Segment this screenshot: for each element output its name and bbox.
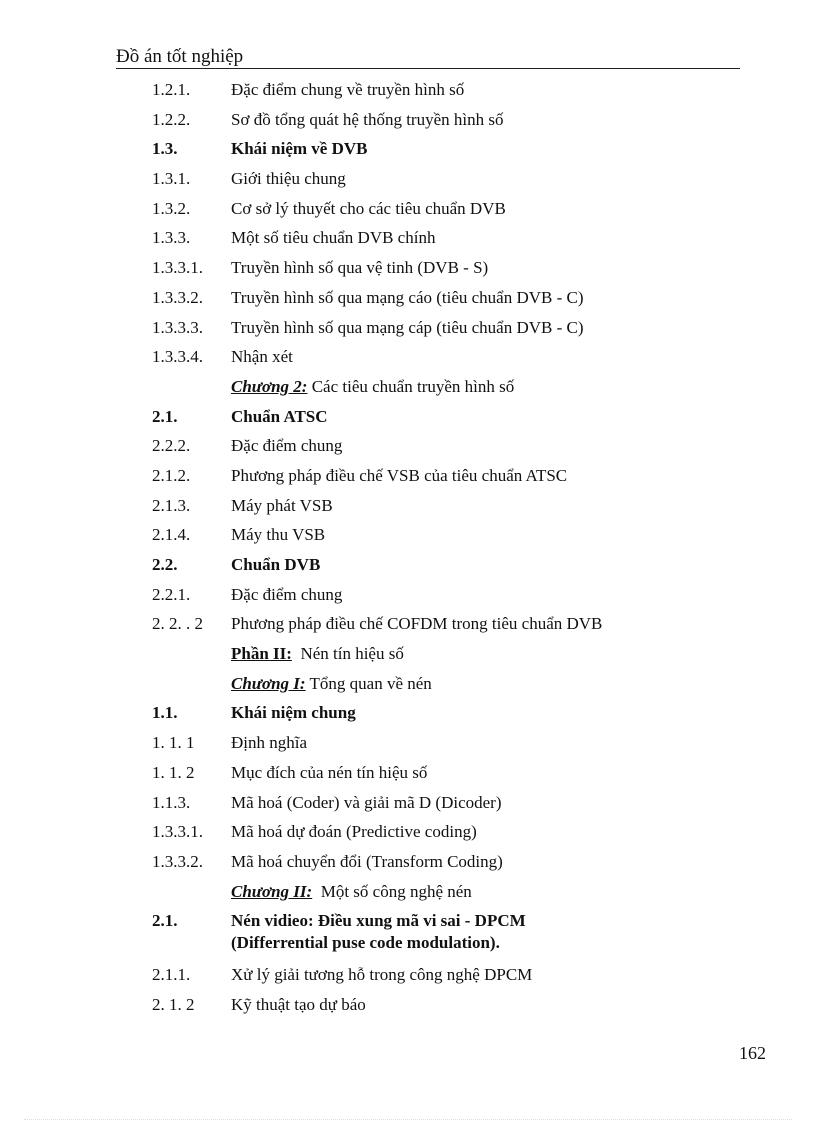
toc-title-line: Đặc điểm chung <box>231 436 343 456</box>
toc-entry-number: 1.3.3. <box>152 228 191 248</box>
toc-entry <box>152 524 752 554</box>
toc-entry-number: 1.2.2. <box>152 109 191 129</box>
toc-title-line: Nhận xét <box>231 347 293 367</box>
toc-entry <box>152 994 752 1024</box>
toc-entry-number: 1.1. <box>152 703 178 723</box>
toc-entry <box>152 168 752 198</box>
toc-section-title: Một số công nghệ nén <box>312 881 472 901</box>
toc-title-line: Sơ đồ tổng quát hệ thống truyền hình số <box>231 109 504 129</box>
toc-section-title: Tổng quan về nén <box>305 673 432 693</box>
toc-entry <box>152 465 752 495</box>
toc-entry-title <box>231 792 752 814</box>
page-number: 162 <box>739 1043 766 1063</box>
toc-title-line: Truyền hình số qua mạng cáp (tiêu chuẩn DVB - C) <box>231 317 584 337</box>
toc-entry-number: 1.3.3.1. <box>152 258 203 278</box>
toc-entry-title <box>231 584 752 606</box>
toc-entry <box>152 762 752 792</box>
toc-entry-title <box>231 762 752 784</box>
toc-entry-title <box>231 317 752 339</box>
toc-entry-title <box>231 376 752 398</box>
toc-entry <box>152 79 752 109</box>
toc-entry-number: 1.3.3.2. <box>152 287 203 307</box>
toc-entry <box>152 792 752 822</box>
toc-entry <box>152 910 752 964</box>
toc-entry <box>152 613 752 643</box>
toc-entry <box>152 643 752 673</box>
toc-entry-number: 2. 1. 2 <box>152 994 195 1014</box>
toc-title-line: Chuẩn DVB <box>231 555 321 574</box>
toc-entry-title <box>231 554 752 576</box>
toc-title-line: Giới thiệu chung <box>231 169 346 189</box>
toc-title-line: Truyền hình số qua vệ tinh (DVB - S) <box>231 258 489 278</box>
toc-entry <box>152 346 752 376</box>
toc-entry-number: 1.3. <box>152 139 178 159</box>
toc-title-line: Khái niệm chung <box>231 703 356 723</box>
toc-entry-number: 2.1.1. <box>152 965 191 985</box>
toc-entry <box>152 198 752 228</box>
toc-entry <box>152 406 752 436</box>
toc-title-line: Phương pháp điều chế VSB của tiêu chuẩn ATSC <box>231 465 568 485</box>
toc-title-line: Xử lý giải tương hỗ trong công nghệ DPCM <box>231 965 533 985</box>
toc-section-title: Các tiêu chuẩn truyền hình số <box>307 376 515 396</box>
toc-entry <box>152 317 752 347</box>
toc-entry-number: 2.1.2. <box>152 465 191 485</box>
toc-entry-title <box>231 109 752 131</box>
toc-entry <box>152 287 752 317</box>
toc-entry-title <box>231 851 752 873</box>
toc-title-line: Một số tiêu chuẩn DVB chính <box>231 228 436 248</box>
toc-entry-title <box>231 881 752 903</box>
toc-entry-number: 2.1.3. <box>152 495 191 515</box>
toc-entry <box>152 554 752 584</box>
toc-entry-title <box>231 198 752 220</box>
table-of-contents <box>152 79 752 1024</box>
toc-entry <box>152 732 752 762</box>
toc-entry-title <box>231 287 752 309</box>
toc-entry-title <box>231 346 752 368</box>
toc-entry-number: 1.3.3.3. <box>152 317 203 337</box>
toc-entry-title <box>231 673 752 695</box>
toc-entry-number: 1.3.3.1. <box>152 822 203 842</box>
toc-title-line: Kỹ thuật tạo dự báo <box>231 994 366 1014</box>
toc-section-prefix: Chương I: <box>231 673 306 693</box>
toc-title-line: Máy thu VSB <box>231 525 326 545</box>
toc-entry-title <box>231 994 752 1016</box>
toc-title-line: Nén vidieo: Điều xung mã vi sai - DPCM <box>231 911 526 931</box>
toc-entry <box>152 435 752 465</box>
toc-entry-title <box>231 821 752 843</box>
toc-section-title: Nén tín hiệu số <box>291 644 404 664</box>
page-header <box>116 46 740 69</box>
toc-section-prefix: Chương 2: <box>231 376 308 396</box>
toc-entry-number: 1.3.1. <box>152 169 191 189</box>
toc-entry-number: 1. 1. 2 <box>152 762 195 782</box>
toc-entry-title <box>231 702 752 724</box>
toc-entry-title <box>231 732 752 754</box>
toc-title-line: Cơ sở lý thuyết cho các tiêu chuẩn DVB <box>231 198 506 218</box>
toc-entry-number: 2. 2. . 2 <box>152 614 203 634</box>
toc-title-line: Mã hoá (Coder) và giải mã D (Dicoder) <box>231 792 502 812</box>
toc-entry-number: 2.2.2. <box>152 436 191 456</box>
toc-entry-title <box>231 227 752 249</box>
toc-title-line: Định nghĩa <box>231 733 308 753</box>
toc-entry-number: 2.2. <box>152 555 178 574</box>
toc-entry-title <box>231 406 752 428</box>
toc-title-line: Mã hoá chuyển đổi (Transform Coding) <box>231 851 503 871</box>
toc-title-line: Phương pháp điều chế COFDM trong tiêu chuẩn DVB <box>231 614 603 634</box>
toc-title-line: Khái niệm về DVB <box>231 139 368 159</box>
toc-entry-number: 2.1. <box>152 911 178 931</box>
toc-entry-title <box>231 435 752 457</box>
toc-entry-title <box>231 257 752 279</box>
toc-entry <box>152 702 752 732</box>
toc-entry <box>152 257 752 287</box>
toc-entry <box>152 227 752 257</box>
toc-entry-title <box>231 168 752 190</box>
toc-entry-title <box>231 524 752 546</box>
toc-entry-number: 1.3.2. <box>152 198 191 218</box>
toc-title-line: Mục đích của nén tín hiệu số <box>231 762 428 782</box>
toc-title-line: Máy phát VSB <box>231 495 333 515</box>
toc-entry <box>152 376 752 406</box>
toc-entry-number: 2.1. <box>152 406 178 426</box>
toc-title-line-2: (Differrential puse code modulation). <box>231 933 500 953</box>
toc-entry-title <box>231 79 752 101</box>
toc-entry-title <box>231 910 752 954</box>
toc-entry-number: 1.3.3.2. <box>152 851 203 871</box>
toc-section-prefix: Chương II: <box>231 881 313 901</box>
toc-entry-title <box>231 964 752 986</box>
footer-divider <box>24 1119 792 1120</box>
toc-entry <box>152 821 752 851</box>
document-title: Đồ án tốt nghiệp <box>116 46 244 67</box>
toc-entry <box>152 584 752 614</box>
toc-entry-title <box>231 495 752 517</box>
toc-entry <box>152 964 752 994</box>
toc-entry-number: 1. 1. 1 <box>152 733 195 753</box>
toc-title-line: Đặc điểm chung về truyền hình số <box>231 80 465 99</box>
toc-entry-title <box>231 138 752 160</box>
toc-title-line: Truyền hình số qua mạng cáo (tiêu chuẩn DVB - C) <box>231 287 584 307</box>
toc-section-prefix: Phần II: <box>231 644 292 664</box>
toc-entry-number: 2.2.1. <box>152 584 191 604</box>
toc-entry-number: 2.1.4. <box>152 525 191 545</box>
toc-entry <box>152 495 752 525</box>
toc-title-line: Mã hoá dự đoán (Predictive coding) <box>231 822 477 842</box>
toc-entry-number: 1.1.3. <box>152 792 191 812</box>
toc-entry <box>152 881 752 911</box>
toc-entry-title <box>231 643 752 665</box>
toc-entry-number: 1.3.3.4. <box>152 347 203 367</box>
toc-title-line: Chuẩn ATSC <box>231 406 328 426</box>
toc-entry-number: 1.2.1. <box>152 80 191 99</box>
toc-entry <box>152 109 752 139</box>
toc-entry <box>152 138 752 168</box>
toc-entry-title <box>231 465 752 487</box>
toc-entry-title <box>231 613 752 635</box>
toc-entry <box>152 673 752 703</box>
toc-entry <box>152 851 752 881</box>
toc-title-line: Đặc điểm chung <box>231 584 343 604</box>
